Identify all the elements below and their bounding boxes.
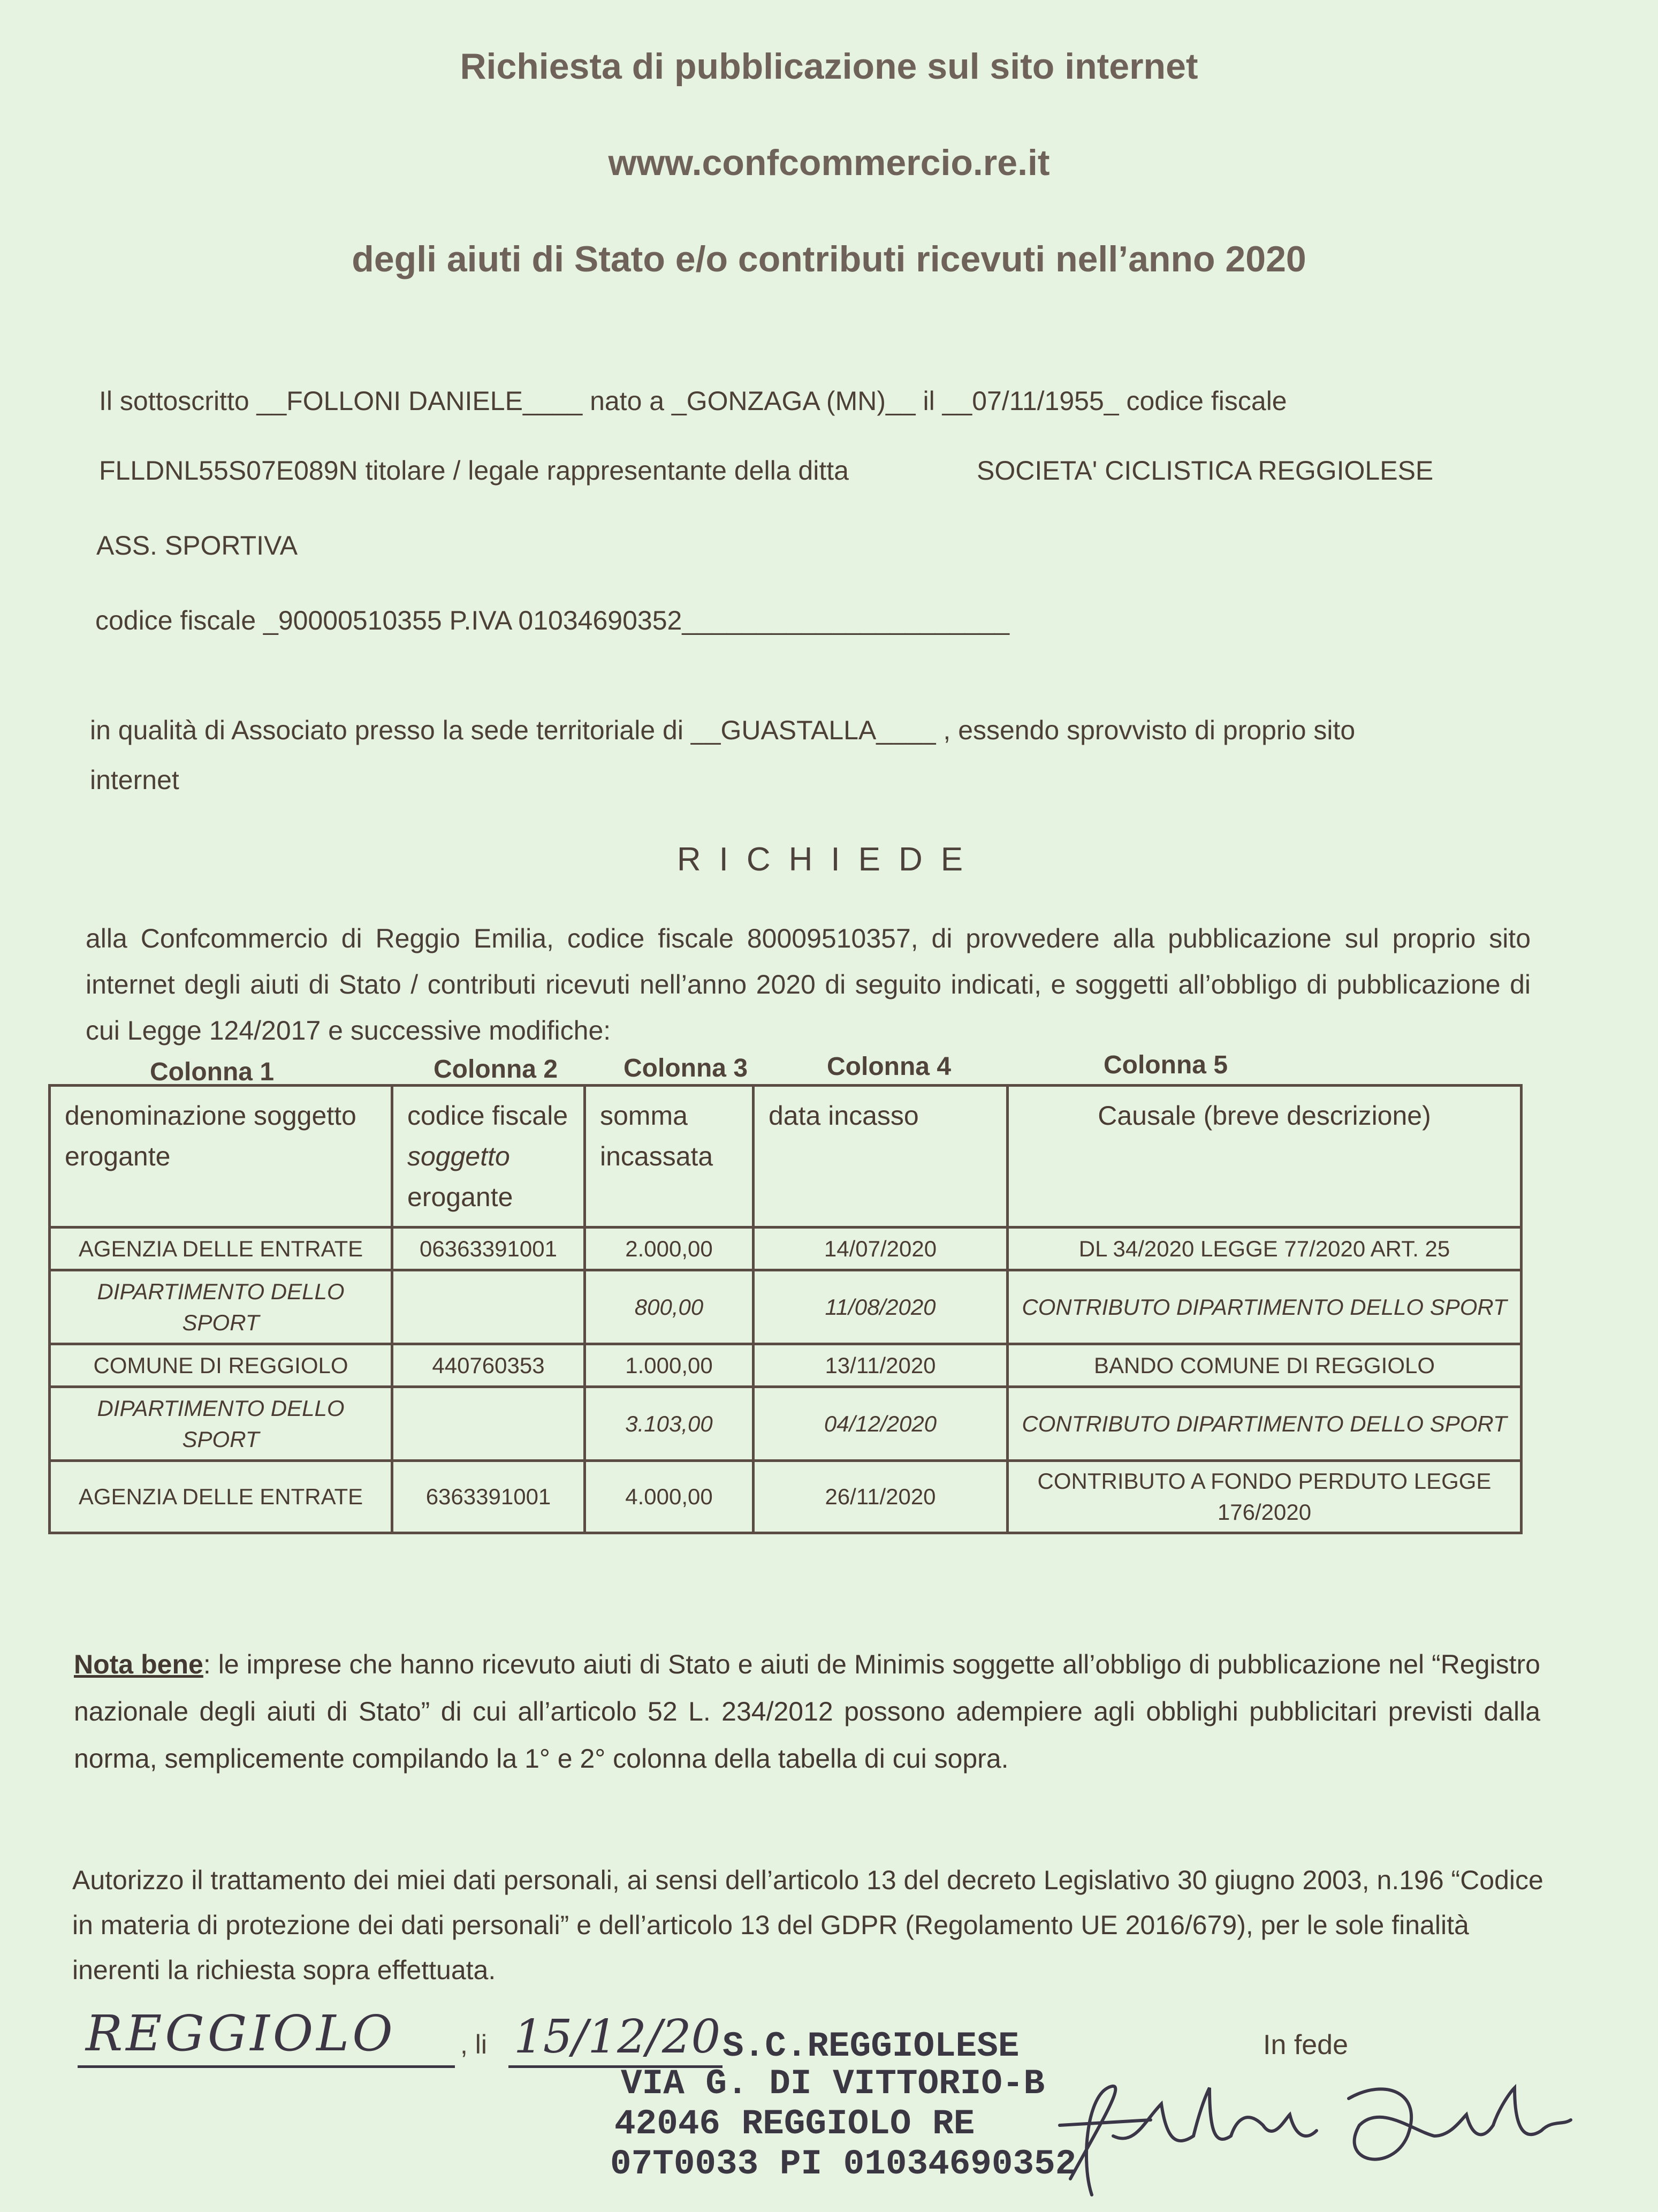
header-data: data incasso — [754, 1086, 1008, 1228]
header-somma: somma incassata — [585, 1086, 754, 1228]
column-label-5: Colonna 5 — [1104, 1051, 1228, 1079]
column-label-2: Colonna 2 — [433, 1055, 558, 1084]
cell-data: 13/11/2020 — [754, 1344, 1008, 1387]
cell-ente: DIPARTIMENTO DELLO SPORT — [50, 1270, 392, 1344]
cell-cf — [392, 1270, 585, 1344]
header-cf-erogante: erogante — [407, 1182, 513, 1212]
column-label-4: Colonna 4 — [827, 1052, 952, 1081]
declarant-line-2a: FLLDNL55S07E089N titolare / legale rappresentante della ditta — [99, 456, 849, 486]
table-row — [50, 1270, 1522, 1344]
cell-causale: BANDO COMUNE DI REGGIOLO — [1008, 1344, 1522, 1387]
nota-bene — [74, 1641, 1540, 1782]
table-row — [50, 1387, 1522, 1461]
header-codice-fiscale — [392, 1086, 585, 1228]
column-label-1: Colonna 1 — [150, 1058, 275, 1086]
column-label-3: Colonna 3 — [623, 1054, 748, 1082]
cell-somma: 800,00 — [585, 1270, 754, 1344]
declarant-line-6: internet — [90, 765, 179, 795]
cell-somma: 1.000,00 — [585, 1344, 754, 1387]
stamp-line-3: 42046 REGGIOLO RE — [614, 2104, 975, 2144]
aid-table — [48, 1084, 1523, 1534]
li-label: , li — [460, 2029, 487, 2059]
place-handwritten: REGGIOLO — [86, 2005, 396, 2062]
cell-causale: CONTRIBUTO DIPARTIMENTO DELLO SPORT — [1008, 1387, 1522, 1461]
place-underline — [78, 2065, 455, 2068]
cell-cf: 6363391001 — [392, 1461, 585, 1533]
cell-somma: 4.000,00 — [585, 1461, 754, 1533]
in-fede-label: In fede — [1263, 2029, 1349, 2061]
declarant-line-4: codice fiscale _90000510355 P.IVA 01034690352______________________ — [95, 605, 1010, 635]
declarant-line-5: in qualità di Associato presso la sede territoriale di __GUASTALLA____ , essendo sprovvisto di proprio sito — [90, 715, 1356, 745]
table-row — [50, 1344, 1522, 1387]
stamp-line-1: S.C.REGGIOLESE — [722, 2026, 1020, 2066]
cell-data: 11/08/2020 — [754, 1270, 1008, 1344]
stamp-line-4: 07T0033 PI 01034690352 — [610, 2144, 1077, 2184]
table-row — [50, 1228, 1522, 1270]
cell-causale: CONTRIBUTO A FONDO PERDUTO LEGGE 176/2020 — [1008, 1461, 1522, 1533]
cell-cf: 440760353 — [392, 1344, 585, 1387]
cell-data: 04/12/2020 — [754, 1387, 1008, 1461]
header-cf-soggetto: soggetto — [407, 1141, 510, 1171]
table-header-row — [50, 1086, 1522, 1228]
title-line-3: degli aiuti di Stato e/o contributi ricevuti nell’anno 2020 — [352, 239, 1306, 279]
header-causale: Causale (breve descrizione) — [1008, 1086, 1522, 1228]
handwritten-signature — [1038, 2056, 1573, 2211]
cell-cf: 06363391001 — [392, 1228, 585, 1270]
cell-cf — [392, 1387, 585, 1461]
cell-data: 26/11/2020 — [754, 1461, 1008, 1533]
richiede-heading: RICHIEDE — [676, 841, 982, 878]
cell-data: 14/07/2020 — [754, 1228, 1008, 1270]
cell-causale: DL 34/2020 LEGGE 77/2020 ART. 25 — [1008, 1228, 1522, 1270]
header-ente: denominazione soggetto erogante — [50, 1086, 392, 1228]
cell-causale: CONTRIBUTO DIPARTIMENTO DELLO SPORT — [1008, 1270, 1522, 1344]
header-cf-label: codice fiscale — [407, 1101, 568, 1131]
title-line-2: www.confcommercio.re.it — [608, 142, 1050, 183]
nota-bene-label: Nota bene — [74, 1649, 203, 1679]
declarant-line-3: ASS. SPORTIVA — [96, 531, 298, 560]
stamp-line-2: VIA G. DI VITTORIO-B — [621, 2064, 1045, 2104]
cell-ente: AGENZIA DELLE ENTRATE — [50, 1461, 392, 1533]
nota-bene-text: : le imprese che hanno ricevuto aiuti di Stato e aiuti de Minimis soggette all’obbligo di pubblicazione nel “Registro nazionale degli aiuti di Stato” di cui all’articolo 52 L. 234/2012 possono adempiere agli obblighi pubblicitari previsti dalla norma, semplicemente compilando la 1° e 2° colonna della tabella di cui sopra. — [74, 1649, 1540, 1774]
cell-ente: COMUNE DI REGGIOLO — [50, 1344, 392, 1387]
privacy-authorization: Autorizzo il trattamento dei miei dati personali, ai sensi dell’articolo 13 del decreto Legislativo 30 giugno 2003, n.196 “Codice in materia di protezione dei dati personali” e dell’articolo 13 del GDPR (Regolamento UE 2016/679), per le sole finalità inerenti la richiesta sopra effettuata. — [72, 1865, 1543, 1985]
title-line-1: Richiesta di pubblicazione sul sito internet — [460, 46, 1198, 87]
table-row — [50, 1461, 1522, 1533]
cell-ente: DIPARTIMENTO DELLO SPORT — [50, 1387, 392, 1461]
cell-somma: 3.103,00 — [585, 1387, 754, 1461]
declarant-line-1: Il sottoscritto __FOLLONI DANIELE____ nato a _GONZAGA (MN)__ il __07/11/1955_ codice fiscale — [99, 386, 1287, 416]
declarant-line-2b: SOCIETA' CICLISTICA REGGIOLESE — [977, 456, 1434, 486]
cell-ente: AGENZIA DELLE ENTRATE — [50, 1228, 392, 1270]
request-text: alla Confcommercio di Reggio Emilia, codice fiscale 80009510357, di provvedere alla pubblicazione sul proprio sito internet degli aiuti di Stato / contributi ricevuti nell’anno 2020 di seguito indicati, e soggetti all’obbligo di pubblicazione di cui Legge 124/2017 e successive modifiche: — [86, 923, 1531, 1046]
cell-somma: 2.000,00 — [585, 1228, 754, 1270]
date-handwritten: 15/12/20 — [514, 2010, 721, 2064]
